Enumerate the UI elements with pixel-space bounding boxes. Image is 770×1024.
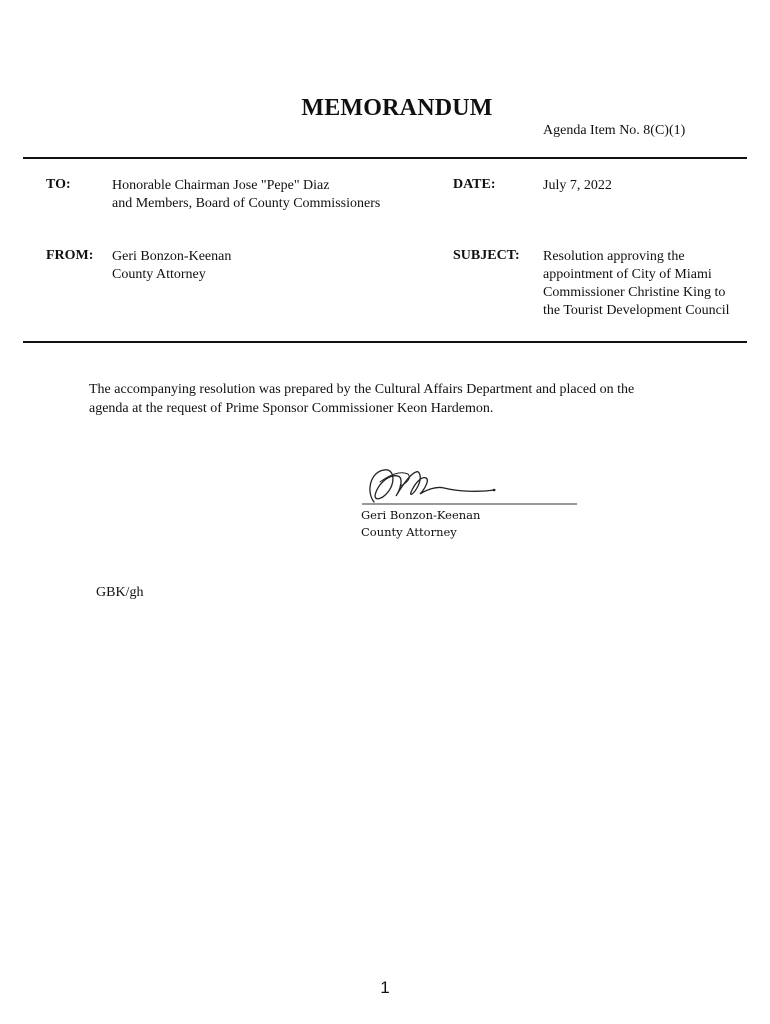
- subject-line-3: Commissioner Christine King to: [543, 285, 726, 300]
- to-recipients: [112, 177, 380, 213]
- subject-line-1: Resolution approving the: [543, 249, 685, 264]
- from-line-1: Geri Bonzon-Keenan: [112, 249, 232, 264]
- agenda-item-number: Agenda Item No. 8(C)(1): [543, 123, 686, 138]
- date-value: July 7, 2022: [543, 178, 612, 193]
- from-line-2: County Attorney: [112, 267, 206, 282]
- to-line-1: Honorable Chairman Jose "Pepe" Diaz: [112, 178, 330, 193]
- to-label: TO:: [46, 177, 71, 192]
- body-line-1: The accompanying resolution was prepared by the Cultural Affairs Department and placed on the: [89, 382, 635, 397]
- body-paragraph: [89, 380, 709, 418]
- body-line-2: agenda at the request of Prime Sponsor Commissioner Keon Hardemon.: [89, 401, 494, 416]
- bottom-rule: [23, 341, 747, 343]
- signature-dot: [493, 489, 496, 492]
- signature-block: [361, 507, 480, 541]
- signature-stroke: [370, 470, 495, 502]
- subject-text: [543, 248, 730, 320]
- signer-title: County Attorney: [361, 525, 457, 539]
- date-label: DATE:: [453, 177, 496, 192]
- to-line-2: and Members, Board of County Commissioners: [112, 196, 381, 211]
- top-rule: [23, 157, 747, 159]
- handwritten-signature: [360, 462, 580, 508]
- subject-line-4: the Tourist Development Council: [543, 303, 730, 318]
- from-label: FROM:: [46, 248, 94, 263]
- memo-title: MEMORANDUM: [301, 95, 493, 121]
- signature-flourish: [380, 473, 409, 486]
- subject-line-2: appointment of City of Miami: [543, 267, 712, 282]
- signer-name: Geri Bonzon-Keenan: [361, 508, 481, 522]
- page-number: 1: [380, 978, 390, 997]
- subject-label: SUBJECT:: [453, 248, 520, 263]
- typist-initials: GBK/gh: [96, 585, 144, 600]
- from-sender: [112, 248, 231, 284]
